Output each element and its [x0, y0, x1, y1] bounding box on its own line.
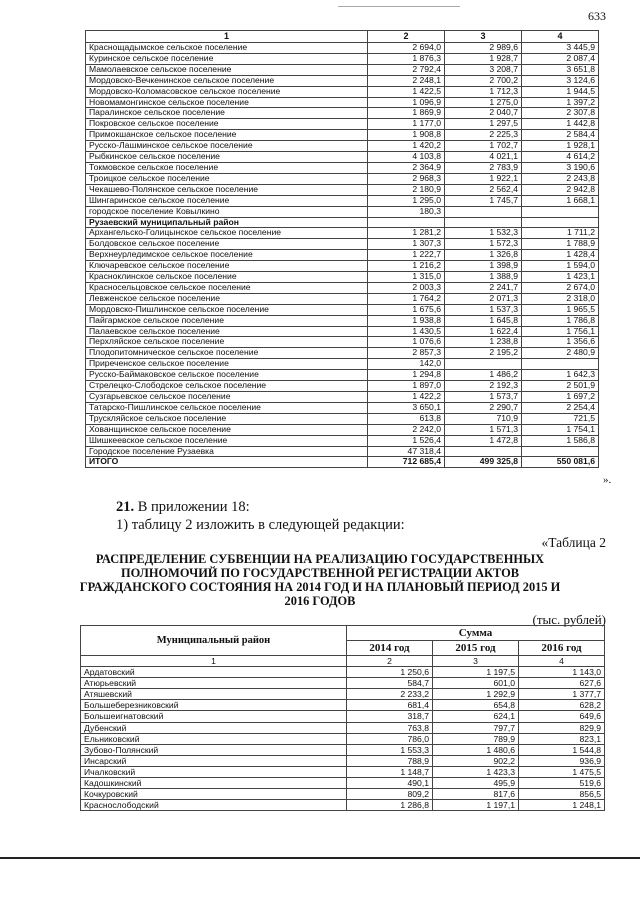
row-name: Куринское сельское поселение [86, 53, 368, 64]
value-2015: 1 326,8 [445, 250, 522, 261]
col-number: 1 [81, 656, 347, 667]
table-row [81, 678, 605, 689]
row-name: Шишкеевское сельское поселение [86, 435, 368, 446]
value-2015: 2 225,3 [445, 130, 522, 141]
row-name: Примокшанское сельское поселение [86, 130, 368, 141]
value-2016: 856,5 [519, 789, 605, 800]
value-2016: 519,6 [519, 778, 605, 789]
table-row [86, 446, 599, 457]
row-name: Верхнеурледимское сельское поселение [86, 250, 368, 261]
value-2014: 2 233,2 [347, 689, 433, 700]
value-2016: 628,2 [519, 700, 605, 711]
table-row [86, 206, 599, 217]
row-name: Татарско-Пишлинское сельское поселение [86, 402, 368, 413]
table-2-label: «Таблица 2 [541, 535, 606, 550]
table-row [86, 381, 599, 392]
value-2014: 3 650,1 [368, 402, 445, 413]
paragraph-item-1: 1) таблицу 2 изложить в следующей редакции: [116, 517, 405, 533]
table-row [86, 86, 599, 97]
row-name: Плодопитомническое сельское поселение [86, 348, 368, 359]
paragraph-21 [116, 499, 250, 516]
table-row [81, 789, 605, 800]
bottom-rule [0, 857, 640, 859]
value-2016: 2 243,8 [522, 173, 599, 184]
col-header: 2 [368, 31, 445, 43]
table-row [86, 152, 599, 163]
year-header: 2014 год [347, 641, 433, 656]
table-row [86, 424, 599, 435]
row-name: Палаевское сельское поселение [86, 326, 368, 337]
year-header: 2016 год [519, 641, 605, 656]
value-2014: 2 003,3 [368, 282, 445, 293]
value-2016: 1 711,2 [522, 228, 599, 239]
value-2014: 1 294,8 [368, 370, 445, 381]
value-2016: 1 428,4 [522, 250, 599, 261]
value-2016 [522, 217, 599, 228]
value-2016: 2 254,4 [522, 402, 599, 413]
table-row [86, 228, 599, 239]
value-2014: 2 694,0 [368, 43, 445, 54]
sum-header: Сумма [347, 626, 605, 641]
col-number: 4 [519, 656, 605, 667]
table-row [81, 744, 605, 755]
col-number: 2 [347, 656, 433, 667]
value-2016: 1 756,1 [522, 326, 599, 337]
paragraph-number: 21. [116, 499, 135, 515]
paragraph-text: В приложении 18: [134, 499, 250, 515]
value-2016: 2 942,8 [522, 184, 599, 195]
value-2016: 1 642,3 [522, 370, 599, 381]
value-2015 [445, 217, 522, 228]
value-2016: 649,6 [519, 711, 605, 722]
value-2016: 1 965,5 [522, 304, 599, 315]
value-2015 [445, 446, 522, 457]
value-2014: 1 096,9 [368, 97, 445, 108]
value-2014: 1 764,2 [368, 293, 445, 304]
value-2016: 3 445,9 [522, 43, 599, 54]
units-label: (тыс. рублей) [532, 612, 606, 627]
value-2016: 550 081,6 [522, 457, 599, 468]
value-2015: 1 922,1 [445, 173, 522, 184]
value-2015: 1 702,7 [445, 141, 522, 152]
value-2015: 624,1 [433, 711, 519, 722]
value-2014: 2 180,9 [368, 184, 445, 195]
value-2016 [522, 359, 599, 370]
value-2015: 2 290,7 [445, 402, 522, 413]
value-2016: 1 475,5 [519, 766, 605, 777]
value-2014: 1 076,6 [368, 337, 445, 348]
row-name: Рузаевский муниципальный район [86, 217, 368, 228]
value-2015: 1 571,3 [445, 424, 522, 435]
col-header: 3 [445, 31, 522, 43]
value-2016: 1 586,8 [522, 435, 599, 446]
row-name: Стрелецко-Слободское сельское поселение [86, 381, 368, 392]
value-2014: 2 248,1 [368, 75, 445, 86]
value-2016: 4 614,2 [522, 152, 599, 163]
value-2014: 4 103,8 [368, 152, 445, 163]
value-2014: 1 295,0 [368, 195, 445, 206]
total-row [86, 457, 599, 468]
value-2014: 613,8 [368, 413, 445, 424]
value-2014: 1 222,7 [368, 250, 445, 261]
table-row [86, 293, 599, 304]
value-2014: 2 364,9 [368, 162, 445, 173]
table-2-header-row-1 [81, 626, 605, 641]
table-row [86, 184, 599, 195]
value-2015: 601,0 [433, 678, 519, 689]
value-2014: 1 897,0 [368, 381, 445, 392]
value-2016 [522, 206, 599, 217]
table-row [86, 348, 599, 359]
value-2015: 499 325,8 [445, 457, 522, 468]
table-row [86, 413, 599, 424]
value-2014: 1 675,6 [368, 304, 445, 315]
row-name: Токмовское сельское поселение [86, 162, 368, 173]
table-2 [80, 625, 605, 811]
table-row [81, 667, 605, 678]
value-2014: 584,7 [347, 678, 433, 689]
row-name: Левженское сельское поселение [86, 293, 368, 304]
value-2015: 1 275,0 [445, 97, 522, 108]
value-2016: 1 356,6 [522, 337, 599, 348]
table-row [86, 326, 599, 337]
value-2014: 786,0 [347, 733, 433, 744]
table-row [86, 359, 599, 370]
row-name: Шингаринское сельское поселение [86, 195, 368, 206]
value-2015: 1 532,3 [445, 228, 522, 239]
value-2014: 1 177,0 [368, 119, 445, 130]
value-2015: 1 292,9 [433, 689, 519, 700]
value-2015: 1 197,1 [433, 800, 519, 811]
value-2016: 1 754,1 [522, 424, 599, 435]
value-2016: 2 307,8 [522, 108, 599, 119]
value-2015: 797,7 [433, 722, 519, 733]
value-2014: 1 876,3 [368, 53, 445, 64]
table-row [86, 315, 599, 326]
table-row [86, 97, 599, 108]
table-row [81, 733, 605, 744]
value-2015: 1 486,2 [445, 370, 522, 381]
value-2014: 712 685,4 [368, 457, 445, 468]
table-row [81, 700, 605, 711]
row-name: Красносельцовское сельское поселение [86, 282, 368, 293]
value-2014: 1 422,5 [368, 86, 445, 97]
table-row [86, 119, 599, 130]
row-name: Зубово-Полянский [81, 744, 347, 755]
table-row [81, 689, 605, 700]
row-name: Мордовско-Коломасовское сельское поселение [86, 86, 368, 97]
row-name: Мордовско-Пишлинское сельское поселение [86, 304, 368, 315]
value-2014: 1 250,6 [347, 667, 433, 678]
table-row [86, 64, 599, 75]
table-row [81, 778, 605, 789]
value-2015: 2 040,7 [445, 108, 522, 119]
value-2014: 788,9 [347, 755, 433, 766]
value-2016 [522, 446, 599, 457]
value-2016: 829,9 [519, 722, 605, 733]
value-2016: 2 501,9 [522, 381, 599, 392]
value-2014: 1 420,2 [368, 141, 445, 152]
value-2015: 1 423,3 [433, 766, 519, 777]
value-2015: 1 622,4 [445, 326, 522, 337]
table-row [86, 402, 599, 413]
row-name: Кадошкинский [81, 778, 347, 789]
page-number: 633 [588, 9, 606, 23]
row-name: Мамолаевское сельское поселение [86, 64, 368, 75]
table-row [86, 337, 599, 348]
row-name: Новомамонгинское сельское поселение [86, 97, 368, 108]
value-2016: 1 788,9 [522, 239, 599, 250]
row-name: Покровское сельское поселение [86, 119, 368, 130]
value-2014: 180,3 [368, 206, 445, 217]
table-row [86, 435, 599, 446]
row-name: Городское поселение Рузаевка [86, 446, 368, 457]
value-2014: 490,1 [347, 778, 433, 789]
value-2016: 627,6 [519, 678, 605, 689]
value-2015: 2 700,2 [445, 75, 522, 86]
row-name: Троицкое сельское поселение [86, 173, 368, 184]
value-2014: 2 857,3 [368, 348, 445, 359]
value-2015: 789,9 [433, 733, 519, 744]
value-2015: 1 480,6 [433, 744, 519, 755]
row-name: Краснослободский [81, 800, 347, 811]
closing-quote: ». [603, 474, 612, 486]
value-2014: 1 526,4 [368, 435, 445, 446]
table-row [86, 239, 599, 250]
value-2014: 1 553,3 [347, 744, 433, 755]
value-2015: 902,2 [433, 755, 519, 766]
value-2016: 1 377,7 [519, 689, 605, 700]
table-row [86, 130, 599, 141]
row-name: Хованщинское сельское поселение [86, 424, 368, 435]
table-row [81, 722, 605, 733]
top-rule [338, 6, 460, 7]
row-name: Кочкуровский [81, 789, 347, 800]
row-name: Архангельско-Голицынское сельское поселение [86, 228, 368, 239]
value-2015: 1 197,5 [433, 667, 519, 678]
value-2015: 1 645,8 [445, 315, 522, 326]
value-2014: 2 242,0 [368, 424, 445, 435]
value-2015: 1 537,3 [445, 304, 522, 315]
value-2015: 1 573,7 [445, 392, 522, 403]
col-number: 3 [433, 656, 519, 667]
table-2-heading: РАСПРЕДЕЛЕНИЕ СУБВЕНЦИИ НА РЕАЛИЗАЦИЮ ГОСУДАРСТВЕННЫХ ПОЛНОМОЧИЙ ПО ГОСУДАРСТВЕННОЙ РЕГИСТРАЦИИ АКТОВ ГРАЖДАНСКОГО СОСТОЯНИЯ НА 2014 ГОД И НА ПЛАНОВЫЙ ПЕРИОД 2015 И 2016 ГОДОВ [79, 552, 561, 608]
row-name: ИТОГО [86, 457, 368, 468]
value-2015: 1 398,9 [445, 261, 522, 272]
table-2-column-numbers [81, 656, 605, 667]
value-2015 [445, 359, 522, 370]
value-2016: 1 397,2 [522, 97, 599, 108]
value-2014: 1 908,8 [368, 130, 445, 141]
row-name: Перхляйское сельское поселение [86, 337, 368, 348]
table-row [86, 392, 599, 403]
table-row [86, 272, 599, 283]
value-2015 [445, 206, 522, 217]
row-name: Пайгармское сельское поселение [86, 315, 368, 326]
col-header: 4 [522, 31, 599, 43]
table-row [86, 43, 599, 54]
value-2015: 2 241,7 [445, 282, 522, 293]
table-row [81, 711, 605, 722]
value-2016: 1 668,1 [522, 195, 599, 206]
table-1 [85, 30, 599, 468]
value-2016: 721,5 [522, 413, 599, 424]
table-row [86, 162, 599, 173]
value-2015: 2 562,4 [445, 184, 522, 195]
value-2015: 2 195,2 [445, 348, 522, 359]
value-2016: 2 480,9 [522, 348, 599, 359]
value-2015: 1 712,3 [445, 86, 522, 97]
value-2016: 2 318,0 [522, 293, 599, 304]
table-row [86, 195, 599, 206]
table-row [86, 261, 599, 272]
value-2014: 681,4 [347, 700, 433, 711]
district-header: Муниципальный район [81, 626, 347, 656]
value-2014: 1 422,2 [368, 392, 445, 403]
value-2015: 4 021,1 [445, 152, 522, 163]
value-2016: 1 594,0 [522, 261, 599, 272]
row-name: Трускляйское сельское поселение [86, 413, 368, 424]
value-2014: 1 869,9 [368, 108, 445, 119]
table-row [86, 304, 599, 315]
value-2016: 2 674,0 [522, 282, 599, 293]
row-name: Мордовско-Вечкенинское сельское поселение [86, 75, 368, 86]
value-2015: 1 572,3 [445, 239, 522, 250]
value-2016: 2 584,4 [522, 130, 599, 141]
value-2015: 1 388,9 [445, 272, 522, 283]
value-2015: 3 208,7 [445, 64, 522, 75]
value-2014: 763,8 [347, 722, 433, 733]
value-2014: 1 307,3 [368, 239, 445, 250]
value-2015: 1 928,7 [445, 53, 522, 64]
row-name: Болдовское сельское поселение [86, 239, 368, 250]
table-row [86, 173, 599, 184]
value-2015: 1 297,5 [445, 119, 522, 130]
value-2015: 2 192,3 [445, 381, 522, 392]
value-2016: 1 786,8 [522, 315, 599, 326]
value-2014: 2 792,4 [368, 64, 445, 75]
value-2014: 1 286,8 [347, 800, 433, 811]
value-2016: 1 143,0 [519, 667, 605, 678]
col-header: 1 [86, 31, 368, 43]
table-row [86, 108, 599, 119]
row-name: Атяшевский [81, 689, 347, 700]
value-2014: 1 315,0 [368, 272, 445, 283]
table-row [86, 370, 599, 381]
value-2014 [368, 217, 445, 228]
value-2016: 1 423,1 [522, 272, 599, 283]
value-2014: 1 938,8 [368, 315, 445, 326]
value-2015: 2 989,6 [445, 43, 522, 54]
value-2015: 710,9 [445, 413, 522, 424]
row-name: Атюрьевский [81, 678, 347, 689]
year-header: 2015 год [433, 641, 519, 656]
row-name: Ельниковский [81, 733, 347, 744]
section-row [86, 217, 599, 228]
value-2014: 809,2 [347, 789, 433, 800]
row-name: Красноклинское сельское поселение [86, 272, 368, 283]
row-name: Чекашево-Полянское сельское поселение [86, 184, 368, 195]
row-name: Сузгарьевское сельское поселение [86, 392, 368, 403]
row-name: Инсарский [81, 755, 347, 766]
value-2016: 1 248,1 [519, 800, 605, 811]
row-name: Ключаревское сельское поселение [86, 261, 368, 272]
value-2015: 2 783,9 [445, 162, 522, 173]
row-name: Русско-Баймаковское сельское поселение [86, 370, 368, 381]
value-2016: 1 697,2 [522, 392, 599, 403]
value-2014: 142,0 [368, 359, 445, 370]
value-2014: 2 968,3 [368, 173, 445, 184]
table-row [86, 141, 599, 152]
value-2014: 318,7 [347, 711, 433, 722]
value-2015: 817,6 [433, 789, 519, 800]
table-row [81, 800, 605, 811]
row-name: Ардатовский [81, 667, 347, 678]
row-name: Приреченское сельское поселение [86, 359, 368, 370]
value-2016: 936,9 [519, 755, 605, 766]
value-2016: 3 190,6 [522, 162, 599, 173]
value-2015: 495,9 [433, 778, 519, 789]
value-2015: 1 472,8 [445, 435, 522, 446]
row-name: городское поселение Ковылкино [86, 206, 368, 217]
value-2016: 3 124,6 [522, 75, 599, 86]
row-name: Дубенский [81, 722, 347, 733]
value-2016: 823,1 [519, 733, 605, 744]
row-name: Большеберезниковский [81, 700, 347, 711]
value-2015: 2 071,3 [445, 293, 522, 304]
value-2016: 1 442,8 [522, 119, 599, 130]
value-2016: 1 544,8 [519, 744, 605, 755]
table-1-header [86, 31, 599, 43]
value-2014: 1 430,5 [368, 326, 445, 337]
value-2015: 1 745,7 [445, 195, 522, 206]
row-name: Ичалковский [81, 766, 347, 777]
value-2016: 1 944,5 [522, 86, 599, 97]
row-name: Паралинское сельское поселение [86, 108, 368, 119]
table-row [86, 75, 599, 86]
table-row [86, 53, 599, 64]
value-2014: 1 281,2 [368, 228, 445, 239]
value-2016: 2 087,4 [522, 53, 599, 64]
row-name: Рыбкинское сельское поселение [86, 152, 368, 163]
row-name: Большеигнатовский [81, 711, 347, 722]
table-row [86, 250, 599, 261]
value-2015: 654,8 [433, 700, 519, 711]
value-2016: 3 651,8 [522, 64, 599, 75]
value-2016: 1 928,1 [522, 141, 599, 152]
table-row [81, 766, 605, 777]
table-row [86, 282, 599, 293]
value-2014: 47 318,4 [368, 446, 445, 457]
row-name: Краснощадымское сельское поселение [86, 43, 368, 54]
value-2014: 1 216,2 [368, 261, 445, 272]
value-2014: 1 148,7 [347, 766, 433, 777]
row-name: Русско-Лашминское сельское поселение [86, 141, 368, 152]
table-row [81, 755, 605, 766]
value-2015: 1 238,8 [445, 337, 522, 348]
